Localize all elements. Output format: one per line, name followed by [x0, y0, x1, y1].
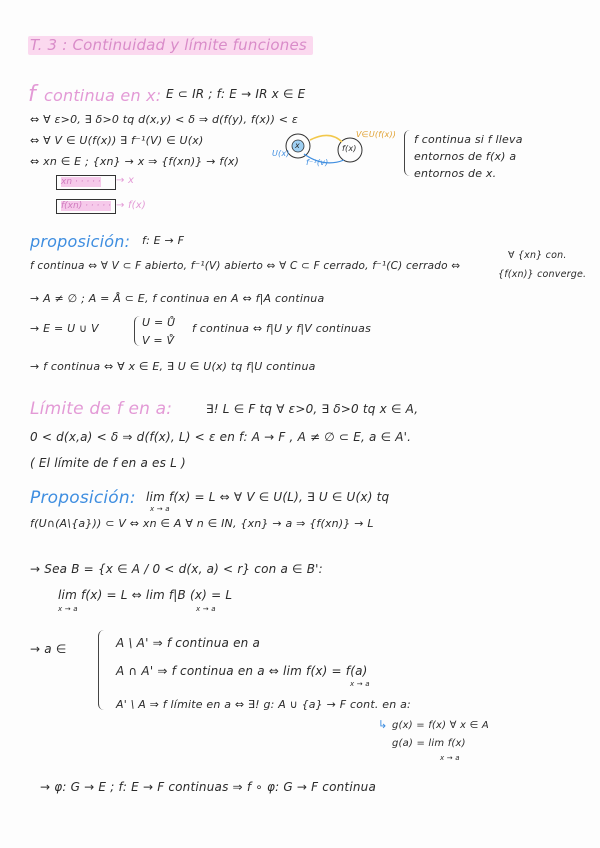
diagram-fx-label: f(x)	[342, 144, 357, 153]
proposicion-2-equivalence: f(U∩(A\{a})) ⊂ V ⇔ xn ∈ A ∀ n ∈ IN, {xn} → a ⇒ {f(xn)} → L	[30, 517, 374, 530]
proposicion-2-limit-sub: x → a	[150, 505, 170, 513]
proposicion-1-equivalences: f continua ⇔ ∀ V ⊂ F abierto, f⁻¹(V) abierto ⇔ ∀ C ⊂ F cerrado, f⁻¹(C) cerrado ⇔	[30, 260, 461, 272]
proposicion-1-map: f: E → F	[142, 234, 185, 247]
restricted-limit-sub-2: x → a	[196, 605, 216, 613]
union-condition-u: U = Ů	[142, 316, 176, 329]
limite-definition-3: ( El límite de f en a es L )	[30, 456, 186, 470]
restricted-limit-sub-1: x → a	[58, 605, 78, 613]
note-line-1: f continua si f lleva	[414, 133, 523, 146]
sequence-box: xn · · · · ·	[56, 175, 116, 190]
sea-b-definition: → Sea B = {x ∈ A / 0 < d(x, a) < r} con a ∈ B':	[30, 562, 323, 576]
image-sequence-box-arrow: → f(x)	[116, 200, 146, 211]
proposicion-1-sequences-2: {f(xn)} converge.	[498, 269, 587, 280]
note-line-2: entornos de f(x) a	[414, 150, 517, 163]
proposicion-1-restriction-open: → A ≠ ∅ ; A = Å ⊂ E, f continua en A ⇔ f|A continua	[30, 292, 325, 305]
diagram-x-label: x	[295, 141, 300, 150]
restricted-limit: lim f(x) = L ⇔ lim f|B (x) = L	[58, 588, 233, 602]
function-symbol: f	[28, 82, 36, 107]
cases-brace	[98, 630, 107, 710]
diagram-v-label: V∈U(f(x))	[356, 130, 397, 139]
proposicion-2-heading: Proposición:	[30, 488, 136, 508]
case-extension: A' \ A ⇒ f límite en a ⇔ ∃! g: A ∪ {a} → F cont. en a:	[116, 698, 411, 711]
limite-heading: Límite de f en a:	[30, 399, 173, 419]
diagram-preimage-label: f⁻¹(v)	[306, 158, 329, 167]
continuity-sequences: ⇔ xn ∈ E ; {xn} → x ⇒ {f(xn)} → f(x)	[30, 155, 240, 168]
diagram-ux-label: U(x)	[272, 149, 290, 158]
extension-arrow: ↳	[378, 718, 388, 731]
note-line-3: entornos de x.	[414, 167, 497, 180]
union-brace	[134, 316, 141, 346]
proposicion-2-limit: lim f(x) = L ⇔ ∀ V ∈ U(L), ∃ U ∈ U(x) tq	[146, 490, 390, 504]
continuity-epsilon-delta: ⇔ ∀ ε>0, ∃ δ>0 tq d(x,y) < δ ⇒ d(f(y), f(x)) < ε	[30, 113, 299, 126]
extension-g-at-a: g(a) = lim f(x)	[392, 738, 466, 749]
sequence-box-arrow: → x	[116, 175, 135, 186]
limite-definition-2: 0 < d(x,a) < δ ⇒ d(f(x), L) < ε en f: A → F , A ≠ ∅ ⊂ E, a ∈ A'.	[30, 430, 412, 444]
extension-g-sub: x → a	[440, 754, 460, 762]
proposicion-1-heading: proposición:	[30, 232, 131, 251]
union-condition-v: V = V̊	[142, 334, 175, 347]
note-brace	[404, 130, 413, 176]
limite-definition-1: ∃! L ∈ F tq ∀ ε>0, ∃ δ>0 tq x ∈ A,	[206, 402, 419, 416]
proposicion-1-sequences-1: ∀ {xn} con.	[508, 250, 567, 261]
extension-g-on-a: g(x) = f(x) ∀ x ∈ A	[392, 720, 489, 731]
case-isolated: A \ A' ⇒ f continua en a	[116, 636, 261, 650]
continuity-domain: E ⊂ IR ; f: E → IR x ∈ E	[166, 87, 306, 101]
case-accumulation-sub: x → a	[350, 680, 370, 688]
continuity-heading: continua en x:	[44, 86, 162, 105]
page-title: T. 3 : Continuidad y límite funciones	[28, 36, 313, 55]
cases-a-in: → a ∈	[30, 642, 67, 656]
continuity-neighbourhood: ⇔ ∀ V ∈ U(f(x)) ∃ f⁻¹(V) ∈ U(x)	[30, 134, 204, 147]
proposicion-1-union: → E = U ∪ V	[30, 322, 99, 335]
composition-continuity: → φ: G → E ; f: E → F continuas ⇒ f ∘ φ: G → F continua	[40, 780, 377, 794]
image-sequence-box: f(xn) · · · · ·	[56, 199, 116, 214]
proposicion-1-local: → f continua ⇔ ∀ x ∈ E, ∃ U ∈ U(x) tq f|U continua	[30, 360, 316, 373]
case-accumulation: A ∩ A' ⇒ f continua en a ⇔ lim f(x) = f(a)	[116, 664, 368, 678]
union-conclusion: f continua ⇔ f|U y f|V continuas	[192, 322, 372, 335]
